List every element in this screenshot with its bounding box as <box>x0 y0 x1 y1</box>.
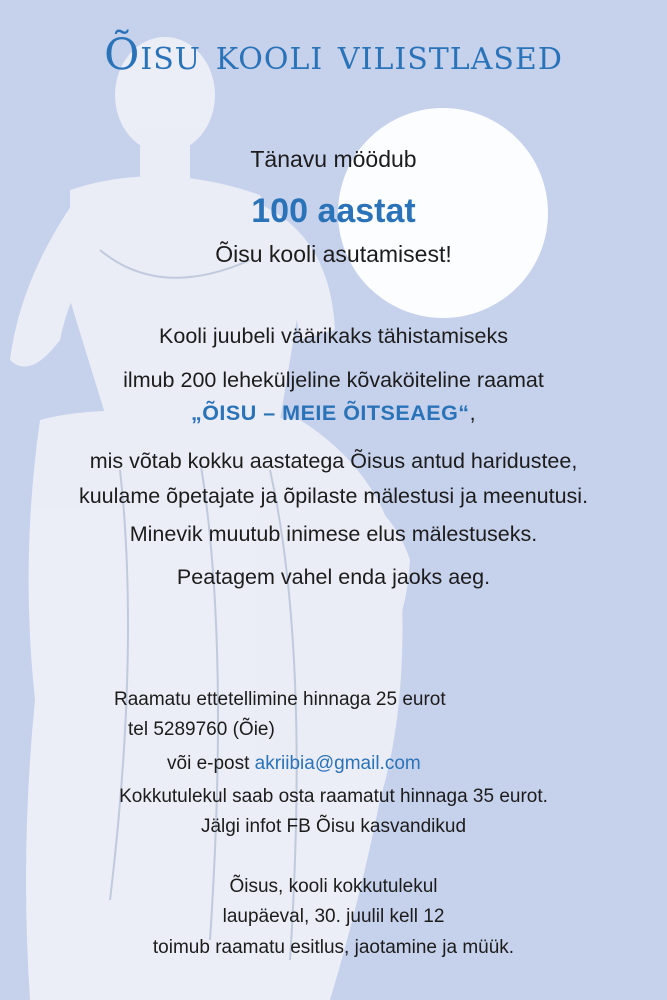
body-line-6: Minevik muutub inimese elus mälestuseks. <box>129 522 538 546</box>
body-line-4: mis võtab kokku aastatega Õisus antud haridustee, <box>89 449 578 473</box>
event-date: laupäeval, 30. juulil kell 12 <box>222 906 445 927</box>
poster-title: Õisu kooli vilistlased <box>104 30 563 80</box>
book-title-line <box>0 399 667 428</box>
body-line-2: ilmub 200 leheküljeline kõvaköiteline raamat <box>123 368 544 392</box>
preorder-price: Raamatu ettetellimine hinnaga 25 eurot <box>114 689 446 710</box>
body-line-7: Peatagem vahel enda jaoks aeg. <box>176 565 491 589</box>
event-price: Kokkutulekul saab osta raamatut hinnaga 35 eurot. <box>119 786 548 807</box>
event-description: toimub raamatu esitlus, jaotamine ja müük. <box>152 937 515 958</box>
announcement-founding: Õisu kooli asutamisest! <box>215 241 452 267</box>
preorder-email-prefix: või e-post <box>167 753 255 774</box>
preorder-phone: tel 5289760 (Õie) <box>128 719 275 740</box>
book-title: „ÕISU – MEIE ÕITSEAEG“ <box>190 401 470 425</box>
announcement-lead: Tänavu möödub <box>250 146 417 172</box>
preorder-email-line <box>167 752 421 776</box>
event-location: Õisus, kooli kokkutulekul <box>229 876 438 897</box>
email-link[interactable]: akriibia@gmail.com <box>254 753 421 774</box>
anniversary-years: 100 aastat <box>251 192 416 230</box>
body-line-5: kuulame õpetajate ja õpilaste mälestusi ja meenutusi. <box>78 484 589 508</box>
body-line-1: Kooli juubeli väärikaks tähistamiseks <box>159 324 508 348</box>
book-title-comma: , <box>469 401 477 425</box>
facebook-info: Jälgi infot FB Õisu kasvandikud <box>200 816 467 837</box>
